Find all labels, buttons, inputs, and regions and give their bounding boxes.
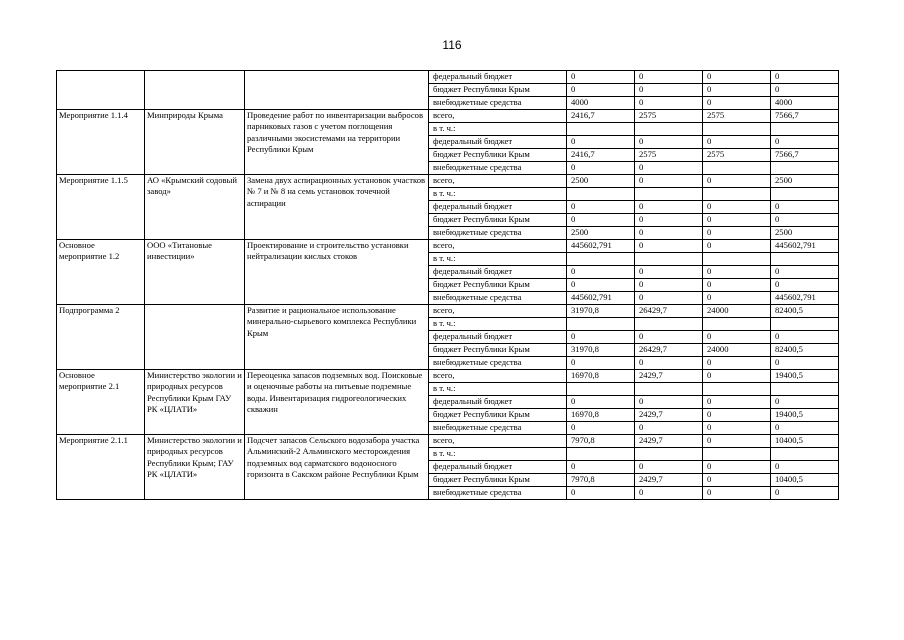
amount-cell: 0 [635, 331, 703, 344]
amount-cell: 10400,5 [771, 474, 839, 487]
amount-cell: 0 [771, 279, 839, 292]
amount-cell: 26429,7 [635, 305, 703, 318]
measure-name-cell: Мероприятие 2.1.1 [57, 435, 145, 500]
amount-cell [703, 162, 771, 175]
description-cell: Переоценка запасов подземных вод. Поисковые и оценочные работы на питьевые подземные воды. Инвентаризация гидрогеологических скважин [245, 370, 429, 435]
amount-cell [703, 448, 771, 461]
amount-cell [635, 448, 703, 461]
amount-cell: 0 [703, 357, 771, 370]
amount-cell: 0 [703, 487, 771, 500]
amount-cell: 445602,791 [771, 292, 839, 305]
amount-cell: 0 [635, 240, 703, 253]
amount-cell: 0 [567, 136, 635, 149]
measure-name-cell: Основное мероприятие 2.1 [57, 370, 145, 435]
amount-cell: 2429,7 [635, 474, 703, 487]
amount-cell: 2500 [771, 227, 839, 240]
funding-source-cell: всего, [429, 240, 567, 253]
amount-cell [703, 253, 771, 266]
amount-cell [771, 123, 839, 136]
amount-cell: 0 [635, 292, 703, 305]
amount-cell: 0 [703, 370, 771, 383]
amount-cell: 0 [703, 214, 771, 227]
amount-cell: 0 [771, 461, 839, 474]
page-number: 116 [442, 38, 462, 52]
amount-cell: 0 [635, 201, 703, 214]
budget-table [56, 70, 839, 500]
amount-cell [567, 253, 635, 266]
amount-cell: 2575 [703, 149, 771, 162]
amount-cell [635, 253, 703, 266]
funding-source-cell: всего, [429, 110, 567, 123]
amount-cell: 2416,7 [567, 149, 635, 162]
funding-source-cell: бюджет Республики Крым [429, 344, 567, 357]
amount-cell [567, 383, 635, 396]
table-row [57, 305, 839, 318]
amount-cell: 0 [635, 84, 703, 97]
amount-cell: 0 [771, 71, 839, 84]
funding-source-cell: бюджет Республики Крым [429, 474, 567, 487]
amount-cell: 0 [703, 227, 771, 240]
amount-cell: 0 [567, 71, 635, 84]
amount-cell [771, 318, 839, 331]
amount-cell [567, 123, 635, 136]
amount-cell: 2429,7 [635, 435, 703, 448]
amount-cell: 2500 [567, 175, 635, 188]
amount-cell: 0 [635, 162, 703, 175]
amount-cell: 0 [567, 396, 635, 409]
amount-cell: 0 [703, 175, 771, 188]
amount-cell: 0 [635, 422, 703, 435]
amount-cell: 0 [703, 71, 771, 84]
amount-cell: 19400,5 [771, 370, 839, 383]
amount-cell: 0 [771, 266, 839, 279]
amount-cell: 0 [703, 266, 771, 279]
funding-source-cell: в т. ч.: [429, 123, 567, 136]
amount-cell: 2500 [567, 227, 635, 240]
amount-cell: 7970,8 [567, 435, 635, 448]
amount-cell: 0 [703, 279, 771, 292]
amount-cell: 0 [567, 331, 635, 344]
funding-source-cell: бюджет Республики Крым [429, 279, 567, 292]
funding-source-cell: в т. ч.: [429, 188, 567, 201]
amount-cell: 4000 [771, 97, 839, 110]
amount-cell: 31970,8 [567, 344, 635, 357]
amount-cell: 0 [771, 136, 839, 149]
amount-cell: 0 [703, 97, 771, 110]
funding-source-cell: внебюджетные средства [429, 487, 567, 500]
table-row [57, 370, 839, 383]
funding-source-cell: внебюджетные средства [429, 357, 567, 370]
funding-source-cell: федеральный бюджет [429, 331, 567, 344]
amount-cell: 82400,5 [771, 305, 839, 318]
funding-source-cell: бюджет Республики Крым [429, 149, 567, 162]
funding-source-cell: всего, [429, 435, 567, 448]
amount-cell: 7566,7 [771, 149, 839, 162]
amount-cell: 0 [567, 84, 635, 97]
description-cell: Подсчет запасов Сельского водозабора участка Альминский-2 Альминского месторождения подземных вод сарматского водоносного горизонта в Сакском районе Республики Крым [245, 435, 429, 500]
amount-cell: 2575 [703, 110, 771, 123]
amount-cell: 0 [703, 474, 771, 487]
amount-cell: 0 [771, 422, 839, 435]
amount-cell: 0 [703, 240, 771, 253]
amount-cell: 0 [635, 97, 703, 110]
amount-cell: 16970,8 [567, 409, 635, 422]
amount-cell: 0 [635, 227, 703, 240]
amount-cell: 2575 [635, 110, 703, 123]
funding-source-cell: в т. ч.: [429, 318, 567, 331]
amount-cell: 0 [703, 396, 771, 409]
amount-cell: 0 [771, 84, 839, 97]
funding-source-cell: федеральный бюджет [429, 201, 567, 214]
amount-cell: 0 [703, 461, 771, 474]
funding-source-cell: всего, [429, 370, 567, 383]
amount-cell: 0 [703, 331, 771, 344]
funding-source-cell: федеральный бюджет [429, 266, 567, 279]
amount-cell: 26429,7 [635, 344, 703, 357]
description-cell: Проведение работ по инвентаризации выбросов парниковых газов с учетом поглощения различными экосистемами на территории Республики Крым [245, 110, 429, 175]
measure-name-cell [57, 71, 145, 110]
amount-cell: 445602,791 [567, 292, 635, 305]
amount-cell: 0 [703, 435, 771, 448]
amount-cell: 0 [567, 357, 635, 370]
funding-source-cell: федеральный бюджет [429, 71, 567, 84]
amount-cell: 0 [635, 175, 703, 188]
description-cell [245, 71, 429, 110]
amount-cell: 2429,7 [635, 370, 703, 383]
amount-cell: 0 [771, 214, 839, 227]
funding-source-cell: федеральный бюджет [429, 396, 567, 409]
executor-cell: Министерство экологии и природных ресурсов Республики Крым ГАУ РК «ЦЛАТИ» [145, 370, 245, 435]
amount-cell: 0 [703, 409, 771, 422]
amount-cell: 0 [703, 84, 771, 97]
table-row [57, 71, 839, 84]
amount-cell: 0 [771, 357, 839, 370]
amount-cell: 2500 [771, 175, 839, 188]
executor-cell [145, 305, 245, 370]
funding-source-cell: федеральный бюджет [429, 136, 567, 149]
amount-cell: 0 [635, 396, 703, 409]
table-row [57, 240, 839, 253]
amount-cell [771, 448, 839, 461]
amount-cell: 0 [703, 136, 771, 149]
amount-cell: 7566,7 [771, 110, 839, 123]
amount-cell: 0 [635, 214, 703, 227]
amount-cell [703, 123, 771, 136]
measure-name-cell: Мероприятие 1.1.5 [57, 175, 145, 240]
executor-cell: АО «Крымский содовый завод» [145, 175, 245, 240]
funding-source-cell: федеральный бюджет [429, 461, 567, 474]
amount-cell [771, 383, 839, 396]
amount-cell: 445602,791 [567, 240, 635, 253]
amount-cell [635, 188, 703, 201]
funding-source-cell: бюджет Республики Крым [429, 84, 567, 97]
funding-source-cell: в т. ч.: [429, 383, 567, 396]
amount-cell: 7970,8 [567, 474, 635, 487]
amount-cell: 4000 [567, 97, 635, 110]
amount-cell: 2416,7 [567, 110, 635, 123]
amount-cell: 0 [567, 461, 635, 474]
table-row [57, 435, 839, 448]
description-cell: Замена двух аспирационных установок участков № 7 и № 8 на семь установок точечной аспирации [245, 175, 429, 240]
executor-cell [145, 71, 245, 110]
amount-cell: 445602,791 [771, 240, 839, 253]
executor-cell: Министерство экологии и природных ресурсов Республики Крым; ГАУ РК «ЦЛАТИ» [145, 435, 245, 500]
budget-table-body [57, 71, 839, 500]
funding-source-cell: внебюджетные средства [429, 162, 567, 175]
amount-cell: 82400,5 [771, 344, 839, 357]
description-cell: Проектирование и строительство установки нейтрализации кислых стоков [245, 240, 429, 305]
amount-cell [567, 448, 635, 461]
amount-cell [567, 318, 635, 331]
amount-cell: 10400,5 [771, 435, 839, 448]
amount-cell: 0 [567, 201, 635, 214]
funding-source-cell: внебюджетные средства [429, 292, 567, 305]
amount-cell: 0 [567, 487, 635, 500]
amount-cell: 0 [703, 292, 771, 305]
amount-cell: 2429,7 [635, 409, 703, 422]
description-cell: Развитие и рациональное использование минерально-сырьевого комплекса Республики Крым [245, 305, 429, 370]
amount-cell [771, 253, 839, 266]
funding-source-cell: бюджет Республики Крым [429, 214, 567, 227]
amount-cell: 0 [771, 487, 839, 500]
amount-cell: 0 [703, 201, 771, 214]
funding-source-cell: внебюджетные средства [429, 422, 567, 435]
measure-name-cell: Подпрограмма 2 [57, 305, 145, 370]
amount-cell [771, 162, 839, 175]
table-row [57, 175, 839, 188]
amount-cell: 0 [635, 136, 703, 149]
funding-source-cell: в т. ч.: [429, 253, 567, 266]
amount-cell: 16970,8 [567, 370, 635, 383]
amount-cell [703, 318, 771, 331]
funding-source-cell: всего, [429, 305, 567, 318]
amount-cell: 2575 [635, 149, 703, 162]
amount-cell [635, 383, 703, 396]
amount-cell: 0 [771, 396, 839, 409]
amount-cell: 19400,5 [771, 409, 839, 422]
amount-cell [635, 318, 703, 331]
amount-cell [567, 188, 635, 201]
amount-cell: 0 [567, 266, 635, 279]
funding-source-cell: бюджет Республики Крым [429, 409, 567, 422]
amount-cell: 31970,8 [567, 305, 635, 318]
funding-source-cell: в т. ч.: [429, 448, 567, 461]
table-row [57, 110, 839, 123]
amount-cell: 24000 [703, 305, 771, 318]
amount-cell: 0 [635, 487, 703, 500]
executor-cell: ООО «Титановые инвестиции» [145, 240, 245, 305]
amount-cell [703, 188, 771, 201]
measure-name-cell: Мероприятие 1.1.4 [57, 110, 145, 175]
amount-cell [771, 188, 839, 201]
amount-cell: 24000 [703, 344, 771, 357]
amount-cell: 0 [635, 357, 703, 370]
funding-source-cell: всего, [429, 175, 567, 188]
amount-cell: 0 [567, 162, 635, 175]
amount-cell: 0 [703, 422, 771, 435]
amount-cell: 0 [635, 279, 703, 292]
amount-cell: 0 [771, 201, 839, 214]
amount-cell: 0 [635, 266, 703, 279]
amount-cell: 0 [567, 422, 635, 435]
amount-cell [703, 383, 771, 396]
funding-source-cell: внебюджетные средства [429, 97, 567, 110]
measure-name-cell: Основное мероприятие 1.2 [57, 240, 145, 305]
executor-cell: Минприроды Крыма [145, 110, 245, 175]
funding-source-cell: внебюджетные средства [429, 227, 567, 240]
amount-cell [635, 123, 703, 136]
amount-cell: 0 [567, 279, 635, 292]
amount-cell: 0 [567, 214, 635, 227]
amount-cell: 0 [771, 331, 839, 344]
amount-cell: 0 [635, 461, 703, 474]
amount-cell: 0 [635, 71, 703, 84]
